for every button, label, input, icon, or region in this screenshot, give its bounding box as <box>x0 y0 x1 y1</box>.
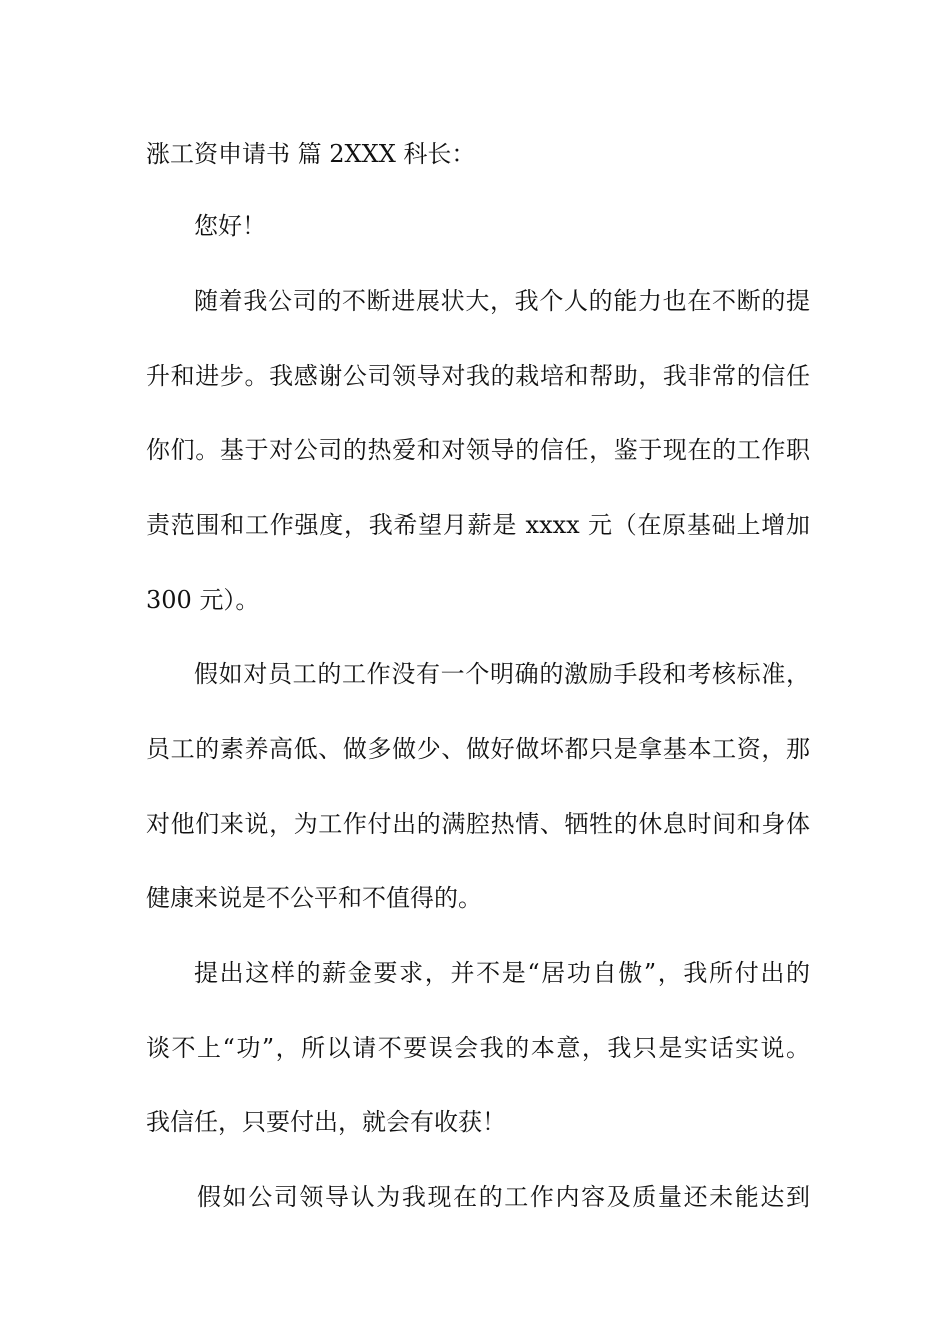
body-line: 责范围和工作强度，我希望月薪是 xxxx 元（在原基础上增加 <box>146 511 810 539</box>
body-line: 谈不上“功”，所以请不要误会我的本意，我只是实话实说。 <box>146 1034 810 1062</box>
body-line: 提出这样的薪金要求，并不是“居功自傲”，我所付出的 <box>194 959 810 987</box>
body-line: 假如对员工的工作没有一个明确的激励手段和考核标准， <box>194 660 810 688</box>
body-line: 对他们来说，为工作付出的满腔热情、牺牲的休息时间和身体 <box>146 810 810 838</box>
body-line: 我信任，只要付出，就会有收获！ <box>146 1108 506 1136</box>
body-line: 随着我公司的不断进展状大，我个人的能力也在不断的提 <box>194 287 810 315</box>
body-line: 员工的素养高低、做多做少、做好做坏都只是拿基本工资，那 <box>146 735 810 763</box>
body-line: 假如公司领导认为我现在的工作内容及质量还未能达到 <box>197 1183 810 1211</box>
greeting-line: 您好！ <box>194 212 266 240</box>
body-line: 你们。基于对公司的热爱和对领导的信任，鉴于现在的工作职 <box>146 436 810 464</box>
body-line: 升和进步。我感谢公司领导对我的栽培和帮助，我非常的信任 <box>146 362 810 390</box>
heading-line: 涨工资申请书 篇 2XXX 科长： <box>146 140 476 168</box>
body-line: 健康来说是不公平和不值得的。 <box>146 884 482 912</box>
body-line: 300 元）。 <box>146 586 260 614</box>
